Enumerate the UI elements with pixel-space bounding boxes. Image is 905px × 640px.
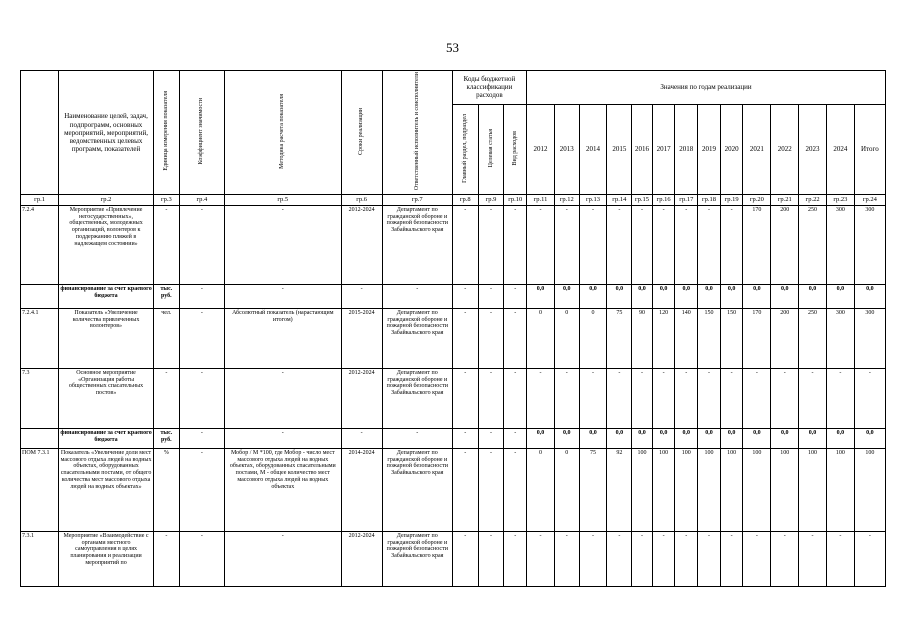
table-cell: тыс. руб. xyxy=(153,284,179,308)
table-cell: - xyxy=(527,531,555,586)
table-cell: 0,0 xyxy=(854,284,885,308)
table-cell: 300 xyxy=(826,308,854,368)
table-cell: - xyxy=(527,205,555,284)
table-cell: 150 xyxy=(720,308,743,368)
table-row xyxy=(21,531,886,586)
table-cell: - xyxy=(504,531,527,586)
header-year: 2012 xyxy=(527,104,555,194)
header-year: 2017 xyxy=(652,104,675,194)
header-year: 2021 xyxy=(743,104,771,194)
table-cell: 2014-2024 xyxy=(341,448,382,531)
table-cell: - xyxy=(698,205,721,284)
table-cell: - xyxy=(771,368,799,428)
table-cell: Департамент по гражданской обороне и пожарной безопасности Забайкальского края xyxy=(382,531,452,586)
table-cell: Показатель «Увеличение количества привлеченных волонтеров» xyxy=(59,308,154,368)
table-cell: 100 xyxy=(632,448,653,531)
group-number: гр.12 xyxy=(554,195,579,205)
table-cell: 0,0 xyxy=(554,428,579,448)
table-cell: - xyxy=(652,368,675,428)
table-cell xyxy=(21,284,59,308)
table-cell: 0,0 xyxy=(675,284,698,308)
table-cell: 100 xyxy=(854,448,885,531)
table-cell: 100 xyxy=(826,448,854,531)
table-cell: - xyxy=(179,205,224,284)
table-cell: - xyxy=(225,205,341,284)
table-cell: 0 xyxy=(527,448,555,531)
table-cell: 7.2.4 xyxy=(21,205,59,284)
table-cell: 100 xyxy=(771,448,799,531)
table-cell: - xyxy=(799,531,827,586)
table-cell: - xyxy=(478,368,504,428)
table-cell: Мероприятие «Привлечение негосударственных», общественных, молодежных организаций, волонтеров к поддержанию пляжей в надлежащем состоянии» xyxy=(59,205,154,284)
group-number: гр.8 xyxy=(452,195,478,205)
table-cell: - xyxy=(179,368,224,428)
table-cell: - xyxy=(225,284,341,308)
group-number: гр.2 xyxy=(59,195,154,205)
table-cell: 0,0 xyxy=(579,428,607,448)
header-year: 2018 xyxy=(675,104,698,194)
table-cell: 7.3.1 xyxy=(21,531,59,586)
table-cell: Департамент по гражданской обороне и пожарной безопасности Забайкальского края xyxy=(382,368,452,428)
table-cell: - xyxy=(341,428,382,448)
table-cell: - xyxy=(179,308,224,368)
group-number: гр.5 xyxy=(225,195,341,205)
table-cell: 7.2.4.1 xyxy=(21,308,59,368)
table-cell: - xyxy=(675,531,698,586)
table-cell: - xyxy=(632,205,653,284)
group-number: гр.14 xyxy=(607,195,632,205)
table-cell: финансирование за счет краевого бюджета xyxy=(59,428,154,448)
table-cell: - xyxy=(153,531,179,586)
header-year: Итого xyxy=(854,104,885,194)
table-cell: 0,0 xyxy=(720,284,743,308)
table-cell: 0,0 xyxy=(632,428,653,448)
group-number: гр.16 xyxy=(652,195,675,205)
table-cell: 2015-2024 xyxy=(341,308,382,368)
table-cell: - xyxy=(632,368,653,428)
table-row xyxy=(21,308,886,368)
group-number: гр.15 xyxy=(632,195,653,205)
table-cell: - xyxy=(179,531,224,586)
table-cell: 0 xyxy=(554,448,579,531)
group-number: гр.10 xyxy=(504,195,527,205)
table-cell: - xyxy=(675,205,698,284)
table-cell: 90 xyxy=(632,308,653,368)
table-cell: - xyxy=(632,531,653,586)
table-cell: 0,0 xyxy=(579,284,607,308)
table-cell: - xyxy=(720,368,743,428)
table-cell: 200 xyxy=(771,205,799,284)
table-cell: - xyxy=(826,531,854,586)
group-number: гр.1 xyxy=(21,195,59,205)
table-cell: - xyxy=(579,368,607,428)
header-year: 2020 xyxy=(720,104,743,194)
table-cell: % xyxy=(153,448,179,531)
group-number: гр.18 xyxy=(698,195,721,205)
header-codes: Коды бюджетной классификации расходов xyxy=(452,71,526,105)
header-responsible: Ответственный исполнитель и соисполнители xyxy=(382,71,452,195)
group-number: гр.23 xyxy=(826,195,854,205)
header-code-type: Вид расходов xyxy=(504,104,527,194)
table-cell: - xyxy=(698,531,721,586)
table-cell: - xyxy=(478,284,504,308)
table-cell: - xyxy=(743,368,771,428)
table-cell: 100 xyxy=(675,448,698,531)
table-cell: - xyxy=(452,428,478,448)
table-cell: - xyxy=(607,205,632,284)
table-cell: Абсолютный показатель (нарастающим итогом) xyxy=(225,308,341,368)
table-cell: - xyxy=(452,448,478,531)
table-cell: 92 xyxy=(607,448,632,531)
table-cell: - xyxy=(554,531,579,586)
table-row xyxy=(21,205,886,284)
table-cell: 0,0 xyxy=(771,284,799,308)
table-cell: 0,0 xyxy=(527,428,555,448)
table-cell: - xyxy=(179,284,224,308)
table-cell: Департамент по гражданской обороне и пожарной безопасности Забайкальского края xyxy=(382,308,452,368)
table-cell: 0,0 xyxy=(799,428,827,448)
table-cell: - xyxy=(554,205,579,284)
table-row xyxy=(21,368,886,428)
financing-row xyxy=(21,284,886,308)
group-number: гр.24 xyxy=(854,195,885,205)
group-number: гр.22 xyxy=(799,195,827,205)
table-cell: - xyxy=(854,368,885,428)
table-cell: - xyxy=(799,368,827,428)
table-cell: 0,0 xyxy=(743,284,771,308)
header-coef: Коэффициент значимости xyxy=(179,71,224,195)
table-cell: Мобор / М *100, где Мобор - число мест массового отдыха людей на водных объектах, оборудованных спасательными постами, М - общее количество мест массового отдыха людей на водных объектах xyxy=(225,448,341,531)
header-code-main: Главный раздел, подраздел xyxy=(452,104,478,194)
table-cell: 100 xyxy=(652,448,675,531)
table-cell: 2012-2024 xyxy=(341,205,382,284)
group-number: гр.4 xyxy=(179,195,224,205)
group-number: гр.7 xyxy=(382,195,452,205)
table-cell: 100 xyxy=(720,448,743,531)
table-cell: 0,0 xyxy=(771,428,799,448)
header-year: 2014 xyxy=(579,104,607,194)
table-cell: - xyxy=(225,428,341,448)
group-number: гр.3 xyxy=(153,195,179,205)
table-cell: 2012-2024 xyxy=(341,368,382,428)
table-cell: - xyxy=(179,428,224,448)
group-number: гр.20 xyxy=(743,195,771,205)
table-cell: - xyxy=(452,531,478,586)
table-cell: 0,0 xyxy=(698,428,721,448)
table-cell: Департамент по гражданской обороне и пожарной безопасности Забайкальского края xyxy=(382,448,452,531)
financing-row xyxy=(21,428,886,448)
header-code-target: Целевая статья xyxy=(478,104,504,194)
table-cell: - xyxy=(225,531,341,586)
table-cell: - xyxy=(504,205,527,284)
table-cell: - xyxy=(179,448,224,531)
table-cell: - xyxy=(826,368,854,428)
table-cell: - xyxy=(652,205,675,284)
table-cell: 0,0 xyxy=(743,428,771,448)
table-cell: - xyxy=(743,531,771,586)
table-cell: тыс. руб. xyxy=(153,428,179,448)
table-cell: 0,0 xyxy=(607,284,632,308)
table-cell: 0 xyxy=(554,308,579,368)
header-year: 2024 xyxy=(826,104,854,194)
header-year: 2015 xyxy=(607,104,632,194)
table-cell: 2012-2024 xyxy=(341,531,382,586)
table-cell: 100 xyxy=(698,448,721,531)
header-year: 2016 xyxy=(632,104,653,194)
table-cell: 75 xyxy=(607,308,632,368)
header-unit: Единица измерения показателя xyxy=(153,71,179,195)
table-cell: 75 xyxy=(579,448,607,531)
header-values-title: Значения по годам реализации xyxy=(527,71,886,105)
table-cell: 0,0 xyxy=(675,428,698,448)
table-cell: - xyxy=(478,308,504,368)
table-cell: 0,0 xyxy=(854,428,885,448)
group-number: гр.17 xyxy=(675,195,698,205)
table-cell: 0,0 xyxy=(720,428,743,448)
table-cell: 0 xyxy=(579,308,607,368)
header-year: 2023 xyxy=(799,104,827,194)
table-cell: - xyxy=(771,531,799,586)
table-cell: - xyxy=(504,284,527,308)
table-cell: - xyxy=(579,531,607,586)
table-cell: - xyxy=(504,428,527,448)
table-cell: - xyxy=(504,448,527,531)
table-cell: - xyxy=(225,368,341,428)
table-cell: - xyxy=(504,368,527,428)
table-cell: - xyxy=(527,368,555,428)
table-cell: 0,0 xyxy=(652,284,675,308)
table-cell: 0 xyxy=(527,308,555,368)
table-cell: 0,0 xyxy=(826,284,854,308)
group-number: гр.21 xyxy=(771,195,799,205)
table-cell: 7.3 xyxy=(21,368,59,428)
table-cell: 140 xyxy=(675,308,698,368)
table-cell: 250 xyxy=(799,308,827,368)
page-number: 53 xyxy=(446,40,459,55)
group-number: гр.19 xyxy=(720,195,743,205)
table-cell: 0,0 xyxy=(826,428,854,448)
table-cell: 0,0 xyxy=(799,284,827,308)
table-cell: 0,0 xyxy=(607,428,632,448)
group-number: гр.6 xyxy=(341,195,382,205)
indicators-table xyxy=(20,70,886,587)
table-cell: - xyxy=(478,531,504,586)
header-year: 2019 xyxy=(698,104,721,194)
table-cell: Департамент по гражданской обороне и пожарной безопасности Забайкальского края xyxy=(382,205,452,284)
table-cell: 300 xyxy=(826,205,854,284)
table-cell: 0,0 xyxy=(652,428,675,448)
table-cell: ПОМ 7.3.1 xyxy=(21,448,59,531)
table-cell: - xyxy=(720,205,743,284)
table-cell: - xyxy=(478,448,504,531)
table-cell: - xyxy=(478,205,504,284)
table-cell: финансирование за счет краевого бюджета xyxy=(59,284,154,308)
table-cell xyxy=(21,428,59,448)
table-cell: - xyxy=(153,205,179,284)
table-cell: 300 xyxy=(854,308,885,368)
table-cell: - xyxy=(504,308,527,368)
table-cell: - xyxy=(554,368,579,428)
table-cell: - xyxy=(579,205,607,284)
table-cell: - xyxy=(382,428,452,448)
table-cell: Основное мероприятие «Организация работы общественных спасательных постов» xyxy=(59,368,154,428)
table-cell: 0,0 xyxy=(632,284,653,308)
table-cell: 0,0 xyxy=(554,284,579,308)
table-cell: 150 xyxy=(698,308,721,368)
table-cell: 170 xyxy=(743,205,771,284)
table-cell: - xyxy=(675,368,698,428)
table-cell: - xyxy=(382,284,452,308)
header-terms: Сроки реализации xyxy=(341,71,382,195)
table-cell: 200 xyxy=(771,308,799,368)
table-cell: - xyxy=(341,284,382,308)
table-cell: 120 xyxy=(652,308,675,368)
table-cell: Мероприятие «Взаимодействие с органами местного самоуправления в целях планирования и реализации мероприятий по xyxy=(59,531,154,586)
header-year: 2022 xyxy=(771,104,799,194)
table-cell: - xyxy=(720,531,743,586)
table-cell: 0,0 xyxy=(698,284,721,308)
table-cell: 100 xyxy=(743,448,771,531)
header-year: 2013 xyxy=(554,104,579,194)
table-cell: - xyxy=(478,428,504,448)
group-number: гр.11 xyxy=(527,195,555,205)
table-cell: - xyxy=(452,308,478,368)
table-cell: - xyxy=(452,368,478,428)
header-blank xyxy=(21,71,59,195)
header-method: Методика расчета показателя xyxy=(225,71,341,195)
group-number: гр.9 xyxy=(478,195,504,205)
table-cell: - xyxy=(607,368,632,428)
group-number: гр.13 xyxy=(579,195,607,205)
table-cell: Показатель «Увеличение доли мест массового отдыха людей на водных объектах, оборудованных спасательными постами, от общего количества мест массового отдыха людей на водных объектах» xyxy=(59,448,154,531)
table-cell: - xyxy=(698,368,721,428)
table-cell: - xyxy=(452,205,478,284)
table-cell: чел. xyxy=(153,308,179,368)
table-cell: - xyxy=(153,368,179,428)
table-cell: 170 xyxy=(743,308,771,368)
table-cell: 100 xyxy=(799,448,827,531)
table-cell: 0,0 xyxy=(527,284,555,308)
table-row xyxy=(21,448,886,531)
table-cell: - xyxy=(854,531,885,586)
table-cell: - xyxy=(452,284,478,308)
table-cell: - xyxy=(607,531,632,586)
header-name: Наименование целей, задач, подпрограмм, основных мероприятий, мероприятий, ведомственных целевых программ, показателей xyxy=(59,71,154,195)
table-cell: 250 xyxy=(799,205,827,284)
table-cell: 300 xyxy=(854,205,885,284)
table-cell: - xyxy=(652,531,675,586)
